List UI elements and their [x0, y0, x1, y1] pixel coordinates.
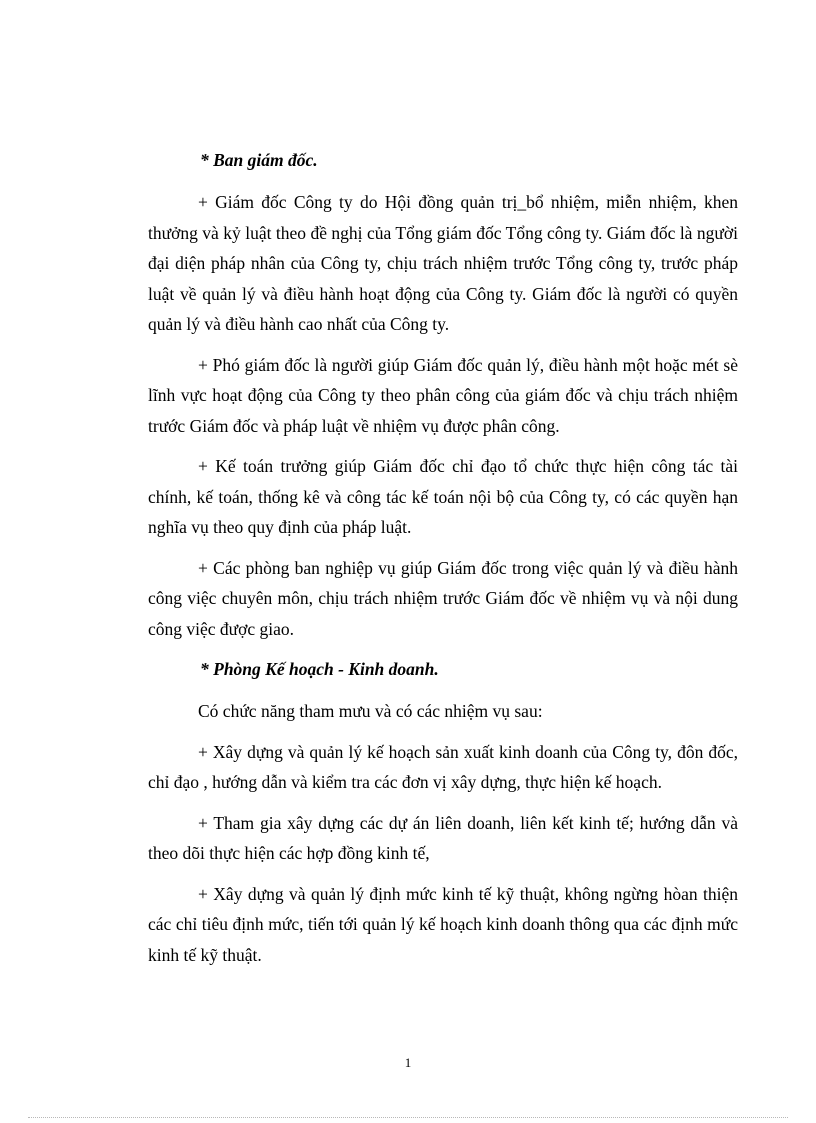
section-ban-giam-doc [148, 145, 738, 644]
paragraph: + Các phòng ban nghiệp vụ giúp Giám đốc trong việc quản lý và điều hành công việc chuyên môn, chịu trách nhiệm trước Giám đốc về nhiệm vụ và nội dung công việc được giao. [148, 557, 738, 639]
page-number: 1 [404, 1055, 412, 1070]
paragraph: + Giám đốc Công ty do Hội đồng quản trị_bổ nhiệm, miễn nhiệm, khen thưởng và kỷ luật theo đề nghị của Tổng giám đốc Tổng công ty. Giám đốc là người đại diện pháp nhân của Công ty, chịu trách nhiệm trước Tổng công ty, trước pháp luật về quản lý và điều hành hoạt động của Công ty. Giám đốc là người có quyền quản lý và điều hành cao nhất của Công ty. [148, 192, 738, 334]
paragraph: + Xây dựng và quản lý định mức kinh tế kỹ thuật, không ngừng hòan thiện các chỉ tiêu định mức, tiến tới quản lý kế hoạch kinh doanh thông qua các định mức kinh tế kỹ thuật. [148, 883, 738, 965]
paragraph: + Xây dựng và quản lý kế hoạch sản xuất kinh doanh của Công ty, đôn đốc, chỉ đạo , hướng dẫn và kiểm tra các đơn vị xây dựng, thực hiện kế hoạch. [148, 741, 738, 792]
page-bottom-border [28, 1117, 788, 1118]
paragraph: + Phó giám đốc là người giúp Giám đốc quản lý, điều hành một hoặc mét sè lĩnh vực hoạt động của Công ty theo phân công của giám đốc và chịu trách nhiệm trước Giám đốc và pháp luật về nhiệm vụ được phân công. [148, 354, 738, 436]
paragraph: + Kế toán trưởng giúp Giám đốc chỉ đạo tổ chức thực hiện công tác tài chính, kế toán, thống kê và công tác kế toán nội bộ của Công ty, có các quyền hạn nghĩa vụ theo quy định của pháp luật. [148, 456, 738, 537]
paragraph: + Tham gia xây dựng các dự án liên doanh, liên kết kinh tế; hướng dẫn và theo dõi thực hiện các hợp đồng kinh tế, [148, 812, 738, 863]
section-heading: * Ban giám đốc. [200, 150, 318, 170]
section-heading: * Phòng Kế hoạch - Kinh doanh. [200, 659, 439, 679]
section-intro: Có chức năng tham mưu và có các nhiệm vụ sau: [198, 701, 543, 721]
document-body [148, 145, 738, 980]
section-phong-ke-hoach-kinh-doanh [148, 654, 738, 970]
